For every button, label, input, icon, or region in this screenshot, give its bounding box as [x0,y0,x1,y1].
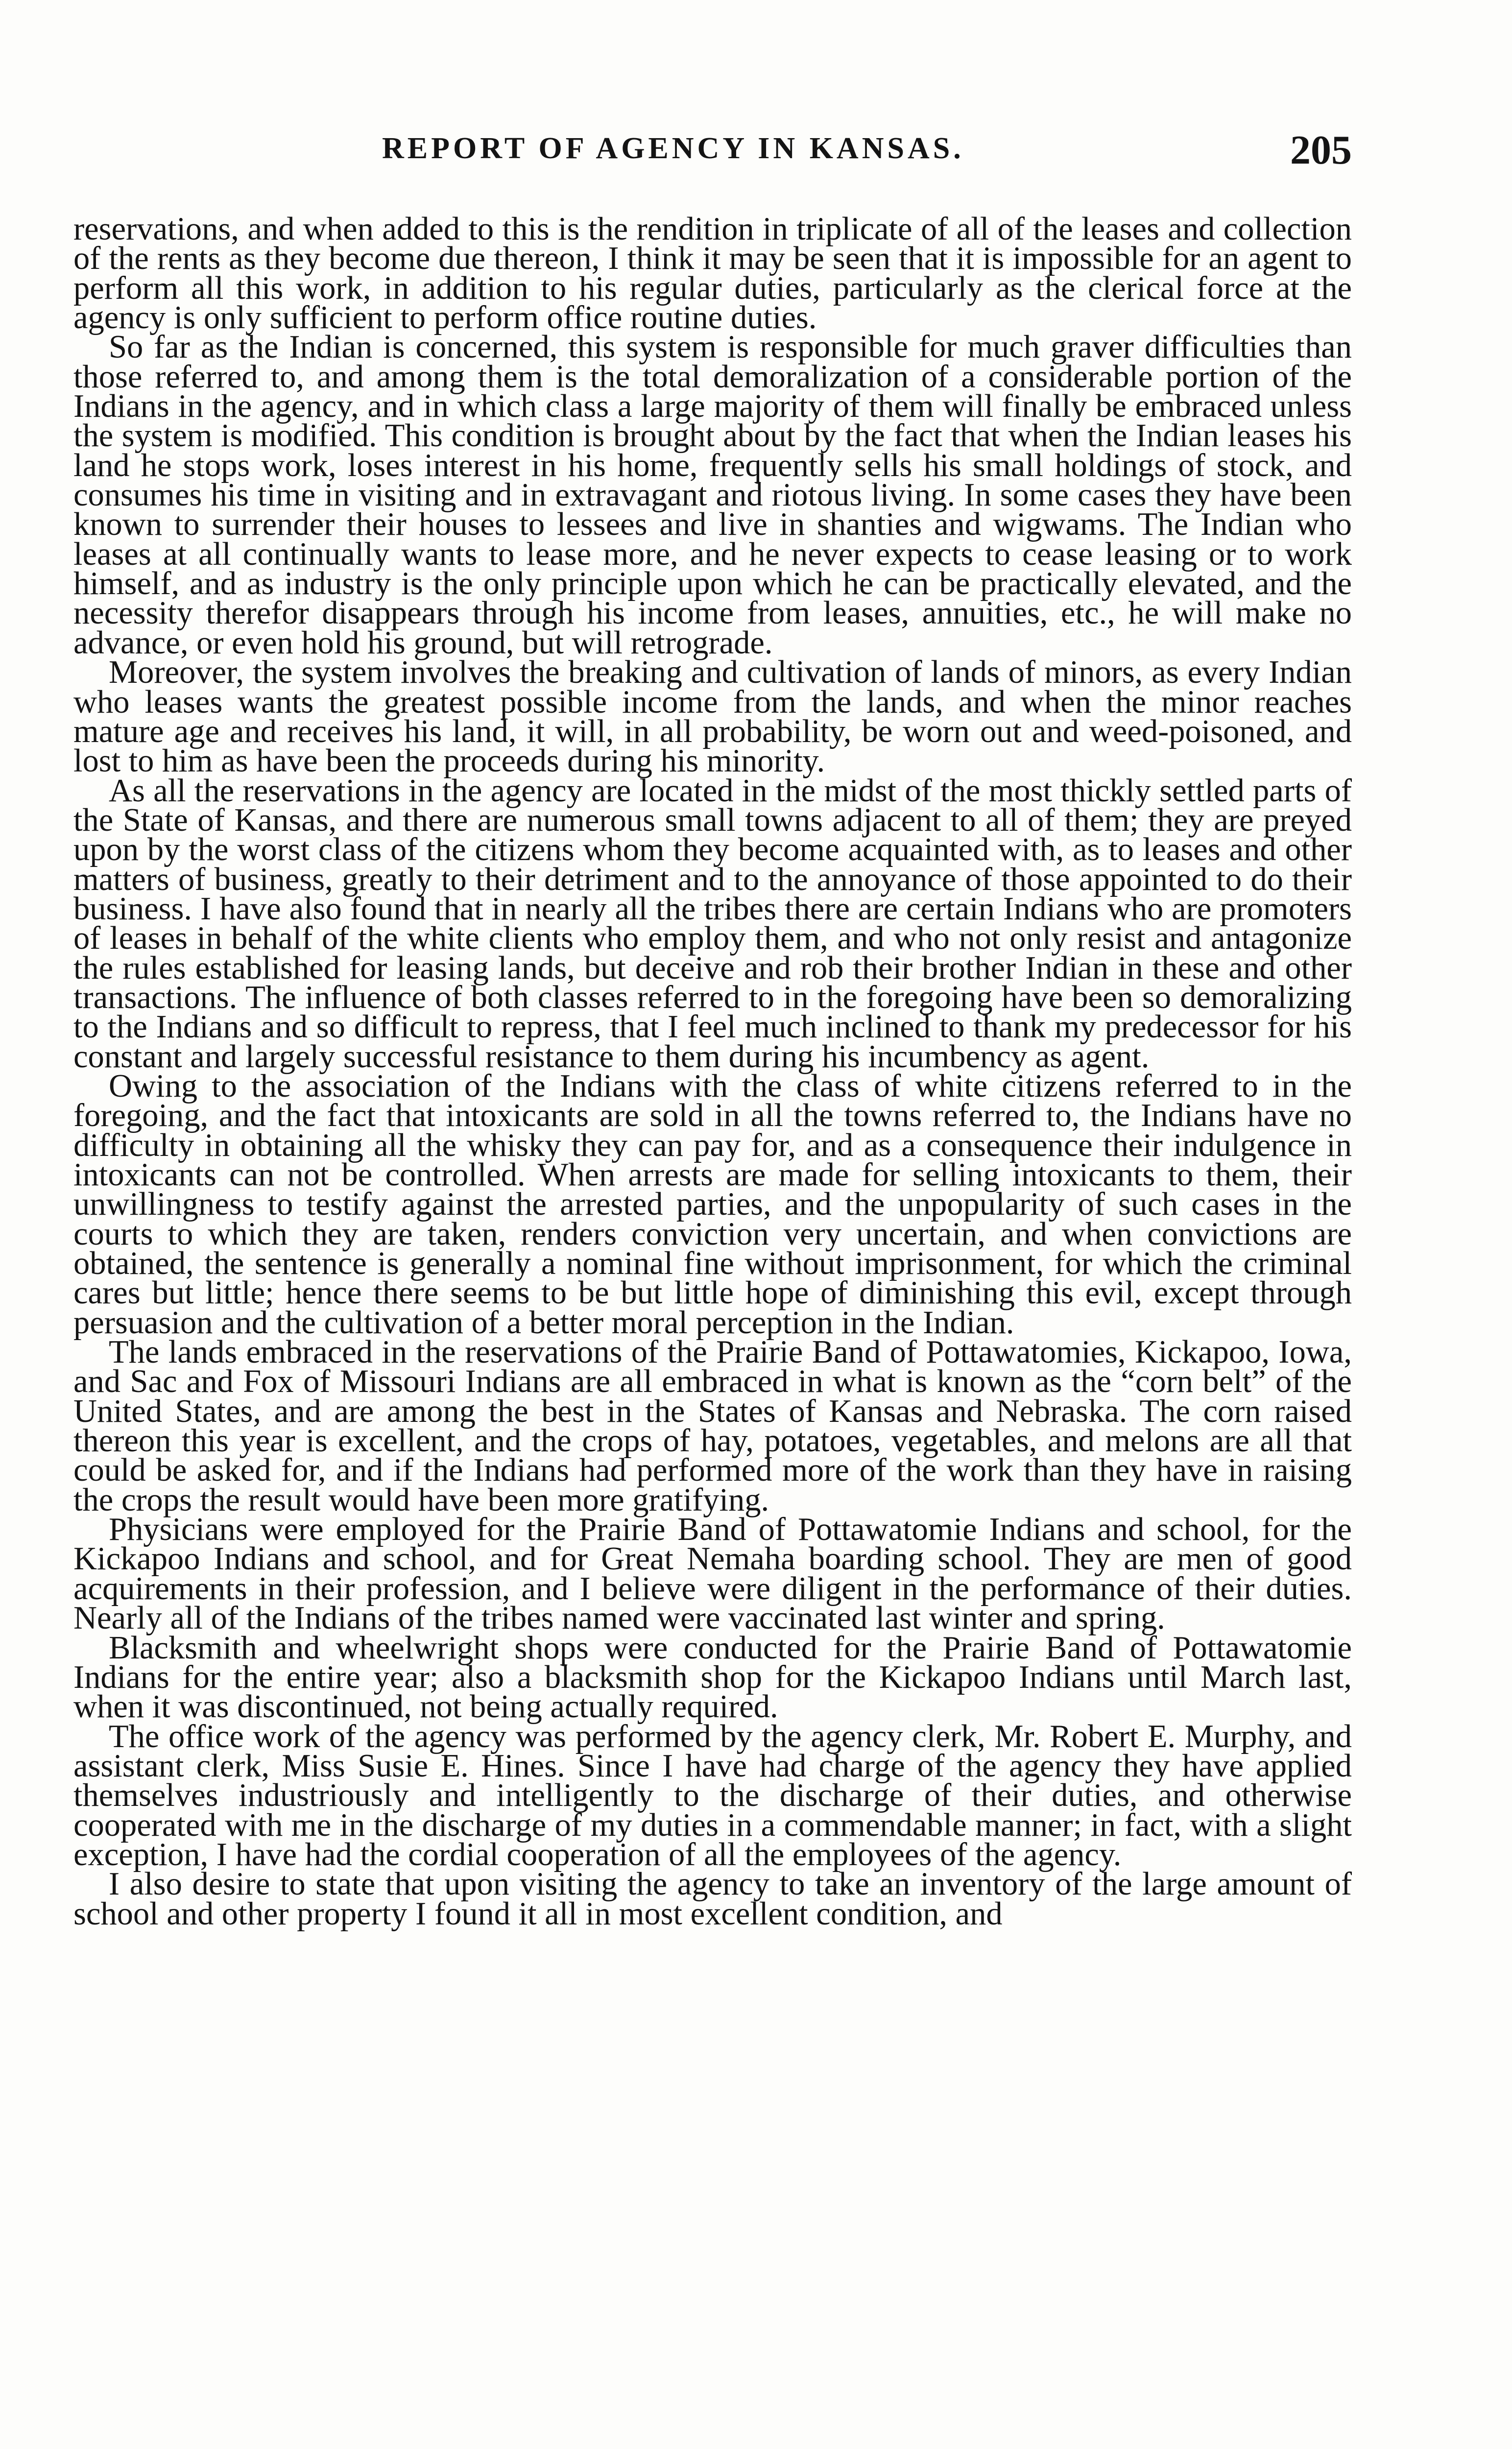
paragraph-office-work: The office work of the agency was performed by the agency clerk, Mr. Robert E. Murphy, and assistant clerk, Miss Susie E. Hines. Since I have had charge of the agency they have applied themselves industriously and intelligently to the discharge of their duties, and otherwise cooperated with me in the discharge of my duties in a commendable manner; in fact, with a slight exception, I have had the cordial cooperation of all the employees of the agency. [73,1718,1352,1873]
running-head [73,126,1352,180]
page-title: REPORT OF AGENCY IN KANSAS. [382,132,964,165]
paragraph-minors-lands: Moreover, the system involves the breaking and cultivation of lands of minors, as every Indian who leases wants the greatest possible income from the lands, and when the minor reaches mature age and receives his land, it will, in all probability, be worn out and weed-poisoned, and lost to him as have been the proceeds during his minority. [73,654,1352,779]
paragraph-intoxicants: Owing to the association of the Indians with the class of white citizens referred to in the foregoing, and the fact that intoxicants are sold in all the towns referred to, the Indians have no difficulty in obtaining all the whisky they can pay for, and as a consequence their indulgence in intoxicants can not be controlled. When arrests are made for selling intoxicants to them, their unwillingness to testify against the arrested parties, and the unpopularity of such cases in the courts to which they are taken, renders conviction very uncertain, and when convictions are obtained, the sentence is generally a nominal fine without imprisonment, for which the criminal cares but little; hence there seems to be but little hope of diminishing this evil, except through persuasion and the cultivation of a better moral perception in the Indian. [73,1068,1352,1341]
paragraph-physicians: Physicians were employed for the Prairie Band of Pottawatomie Indians and school, for the Kickapoo Indians and school, and for Great Nemaha boarding school. They are men of good acquirements in their profession, and I believe were diligent in the performance of their duties. Nearly all of the Indians of the tribes named were vaccinated last winter and spring. [73,1512,1352,1636]
paragraph-leasing-demoralization: So far as the Indian is concerned, this system is responsible for much graver difficulties than those referred to, and among them is the total demoralization of a considerable portion of the Indians in the agency, and in which class a large majority of them will finally be embraced unless the system is modified. This condition is brought about by the fact that when the Indian leases his land he stops work, loses interest in his home, frequently sells his small holdings of stock, and consumes his time in visiting and in extravagant and riotous living. In some cases they have been known to surrender their houses to lessees and live in shanties and wigwams. The Indian who leases at all continually wants to lease more, and he never expects to cease leasing or to work himself, and as industry is the only principle upon which he can be practically elevated, and the necessity therefor disappears through his income from leases, annuities, etc., he will make no advance, or even hold his ground, but will retrograde. [73,329,1352,661]
paragraph-continuation: reservations, and when added to this is the rendition in triplicate of all of the leases and collection of the rents as they become due thereon, I think it may be seen that it is impossible for an agent to perform all this work, in addition to his regular duties, particularly as the clerical force at the agency is only sufficient to perform office routine duties. [73,211,1352,336]
paragraph-inventory: I also desire to state that upon visiting the agency to take an inventory of the large amount of school and other property I found it all in most excellent condition, and [73,1866,1352,1932]
paragraph-blacksmith-shops: Blacksmith and wheelwright shops were conducted for the Prairie Band of Pottawatomie Indians for the entire year; also a blacksmith shop for the Kickapoo Indians until March last, when it was discontinued, not being actually required. [73,1630,1352,1725]
paragraph-corn-belt: The lands embraced in the reservations of the Prairie Band of Pottawatomies, Kickapoo, Iowa, and Sac and Fox of Missouri Indians are all embraced in what is known as the “corn belt” of the United States, and are among the best in the States of Kansas and Nebraska. The corn raised thereon this year is excellent, and the crops of hay, potatoes, vegetables, and melons are all that could be asked for, and if the Indians had performed more of the work than they have in raising the crops the result would have been more gratifying. [73,1334,1352,1518]
page-number: 205 [1290,127,1352,173]
paragraph-reservations-citizens: As all the reservations in the agency are located in the midst of the most thickly settled parts of the State of Kansas, and there are numerous small towns adjacent to all of them; they are preyed upon by the worst class of the citizens whom they become acquainted with, as to leases and other matters of business, greatly to their detriment and to the annoyance of those appointed to do their business. I have also found that in nearly all the tribes there are certain Indians who are promoters of leases in behalf of the white clients who employ them, and who not only resist and antagonize the rules established for leasing lands, but deceive and rob their brother Indian in these and other transactions. The influence of both classes referred to in the foregoing have been so demoralizing to the Indians and so difficult to repress, that I feel much inclined to thank my predecessor for his constant and largely successful resistance to them during his incumbency as agent. [73,772,1352,1075]
body-text [73,211,1352,1932]
